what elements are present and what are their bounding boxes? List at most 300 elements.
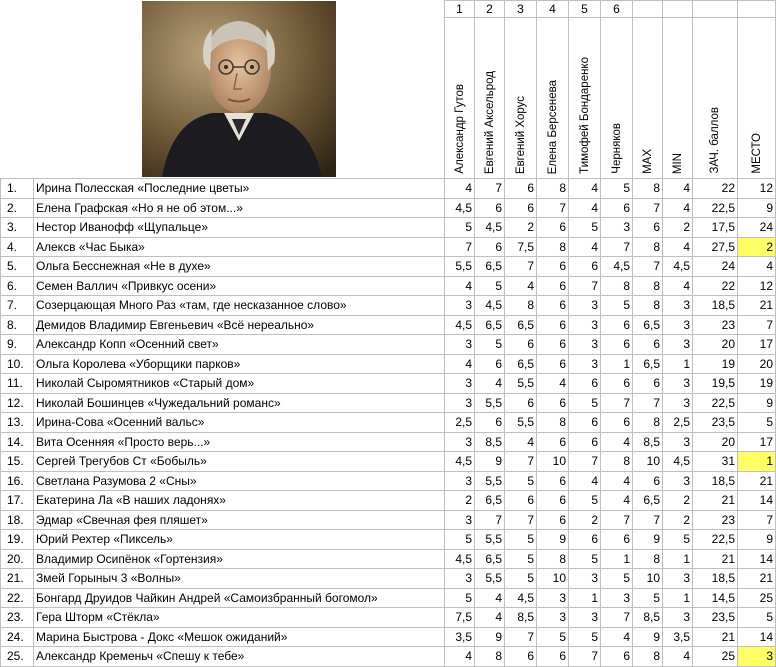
min-score: 3 <box>663 471 693 491</box>
judge-score: 6 <box>537 276 569 296</box>
min-score: 4,5 <box>663 452 693 472</box>
total-score: 31 <box>693 452 738 472</box>
table-row <box>1 647 776 667</box>
entry-title: Ольга Бесснежная «Не в духе» <box>34 257 445 277</box>
row-number: 5. <box>1 257 34 277</box>
max-score: 6,5 <box>633 315 663 335</box>
judge-score: 3 <box>601 218 633 238</box>
judge-score: 5 <box>445 588 475 608</box>
judge-score: 8 <box>537 549 569 569</box>
min-score: 2 <box>663 218 693 238</box>
judge-score: 5 <box>475 335 505 355</box>
row-number: 18. <box>1 510 34 530</box>
row-number: 9. <box>1 335 34 355</box>
row-number: 15. <box>1 452 34 472</box>
table-row <box>1 354 776 374</box>
row-number: 13. <box>1 413 34 433</box>
entry-title: Светлана Разумова 2 «Сны» <box>34 471 445 491</box>
judge-score: 4 <box>475 374 505 394</box>
judge-score: 2 <box>569 510 601 530</box>
judge-score: 4 <box>569 471 601 491</box>
judge-score: 3 <box>601 588 633 608</box>
judge-score: 3 <box>445 471 475 491</box>
judge-score: 1 <box>569 588 601 608</box>
table-row <box>1 335 776 355</box>
judge-score: 7,5 <box>505 237 537 257</box>
table-row <box>1 608 776 628</box>
judge-score: 7 <box>505 257 537 277</box>
judge-score: 7 <box>445 237 475 257</box>
row-number: 17. <box>1 491 34 511</box>
max-score: 6 <box>633 374 663 394</box>
judge-number: 6 <box>601 1 633 18</box>
judge-score: 7 <box>505 510 537 530</box>
table-row <box>1 179 776 199</box>
judge-score: 5 <box>601 179 633 199</box>
judge-score: 5 <box>445 530 475 550</box>
judge-score: 4 <box>569 198 601 218</box>
table-row <box>1 471 776 491</box>
judge-score: 5,5 <box>505 413 537 433</box>
judge-score: 3 <box>537 588 569 608</box>
judge-score: 6 <box>505 647 537 667</box>
table-row <box>1 218 776 238</box>
entry-title: Созерцающая Много Раз «там, где несказанное слово» <box>34 296 445 316</box>
total-score: 19,5 <box>693 374 738 394</box>
judge-score: 9 <box>475 452 505 472</box>
judge-score: 4,5 <box>475 218 505 238</box>
judge-score: 4 <box>505 432 537 452</box>
entry-title: Ирина Полесская «Последние цветы» <box>34 179 445 199</box>
max-score: 8 <box>633 237 663 257</box>
entry-title: Владимир Осипёнок «Гортензия» <box>34 549 445 569</box>
judge-score: 6 <box>569 432 601 452</box>
max-score: 6 <box>633 335 663 355</box>
place: 21 <box>738 296 776 316</box>
place: 24 <box>738 218 776 238</box>
column-header: Александр Гутов <box>445 18 475 179</box>
place: 2 <box>738 237 776 257</box>
judge-score: 6 <box>537 491 569 511</box>
entry-title: Змей Горыныч 3 «Волны» <box>34 569 445 589</box>
min-score: 1 <box>663 354 693 374</box>
table-row <box>1 198 776 218</box>
judge-score: 6 <box>505 179 537 199</box>
judge-score: 6,5 <box>505 315 537 335</box>
min-score: 3 <box>663 432 693 452</box>
judge-score: 7 <box>601 237 633 257</box>
judge-score: 3 <box>445 393 475 413</box>
judge-score: 4 <box>601 491 633 511</box>
judge-score: 8 <box>475 647 505 667</box>
max-score: 6 <box>633 218 663 238</box>
place: 9 <box>738 393 776 413</box>
total-score: 18,5 <box>693 569 738 589</box>
entry-title: Ирина-Сова «Осенний вальс» <box>34 413 445 433</box>
judge-score: 7 <box>569 276 601 296</box>
total-score: 22 <box>693 179 738 199</box>
row-number: 19. <box>1 530 34 550</box>
place: 5 <box>738 413 776 433</box>
judge-score: 7 <box>569 647 601 667</box>
judge-score: 6 <box>475 354 505 374</box>
table-row <box>1 627 776 647</box>
table-row <box>1 393 776 413</box>
total-score: 21 <box>693 627 738 647</box>
judge-score: 5 <box>569 393 601 413</box>
judge-score: 5,5 <box>445 257 475 277</box>
total-score: 21 <box>693 491 738 511</box>
judge-score: 6 <box>537 393 569 413</box>
judge-score: 6 <box>475 413 505 433</box>
min-score: 3,5 <box>663 627 693 647</box>
judge-score: 6,5 <box>475 257 505 277</box>
total-score: 18,5 <box>693 296 738 316</box>
judge-score: 3 <box>445 432 475 452</box>
min-score: 2 <box>663 491 693 511</box>
judge-score: 4 <box>445 276 475 296</box>
place: 20 <box>738 354 776 374</box>
judge-score: 6 <box>505 335 537 355</box>
judge-score: 8 <box>537 413 569 433</box>
entry-title: Бонгард Друидов Чайкин Андрей «Самоизбранный богомол» <box>34 588 445 608</box>
judge-score: 4 <box>445 354 475 374</box>
judge-score: 4 <box>569 179 601 199</box>
judge-score: 7 <box>475 179 505 199</box>
min-score: 4 <box>663 198 693 218</box>
judge-score: 4 <box>569 237 601 257</box>
judge-score: 6 <box>537 257 569 277</box>
judge-score: 1 <box>601 549 633 569</box>
judge-score: 5 <box>537 627 569 647</box>
total-score: 20 <box>693 432 738 452</box>
judge-score: 3 <box>445 296 475 316</box>
table-row <box>1 491 776 511</box>
max-score: 7 <box>633 510 663 530</box>
judge-number-row <box>1 1 776 18</box>
entry-title: Марина Быстрова - Докс «Мешок ожиданий» <box>34 627 445 647</box>
judge-score: 5 <box>505 471 537 491</box>
place: 4 <box>738 257 776 277</box>
row-number: 4. <box>1 237 34 257</box>
judge-score: 5 <box>505 569 537 589</box>
judge-score: 3 <box>445 374 475 394</box>
judge-score: 5 <box>505 549 537 569</box>
row-number: 24. <box>1 627 34 647</box>
total-score: 23 <box>693 315 738 335</box>
entry-title: Эдмар «Свечная фея пляшет» <box>34 510 445 530</box>
min-score: 3 <box>663 374 693 394</box>
judge-score: 8 <box>537 179 569 199</box>
total-score: 27,5 <box>693 237 738 257</box>
column-header: Тимофей Бондаренко <box>569 18 601 179</box>
entry-title: Юрий Рехтер «Пиксель» <box>34 530 445 550</box>
total-score: 22 <box>693 276 738 296</box>
total-score: 22,5 <box>693 393 738 413</box>
max-score: 8 <box>633 647 663 667</box>
total-score: 22,5 <box>693 198 738 218</box>
column-header: MIN <box>663 18 693 179</box>
judge-score: 6,5 <box>475 549 505 569</box>
place: 14 <box>738 491 776 511</box>
row-number: 16. <box>1 471 34 491</box>
row-number: 25. <box>1 647 34 667</box>
judge-score: 6 <box>601 335 633 355</box>
entry-title: Демидов Владимир Евгеньевич «Всё нереально» <box>34 315 445 335</box>
min-score: 5 <box>663 530 693 550</box>
portrait-cell <box>34 1 445 179</box>
max-score: 10 <box>633 452 663 472</box>
judge-score: 4 <box>601 432 633 452</box>
judge-score: 4,5 <box>505 588 537 608</box>
judge-score: 9 <box>537 530 569 550</box>
judge-score: 3 <box>569 296 601 316</box>
judge-score: 6 <box>537 510 569 530</box>
total-score: 17,5 <box>693 218 738 238</box>
judge-score: 3 <box>537 608 569 628</box>
judge-score: 6 <box>601 413 633 433</box>
min-score: 3 <box>663 335 693 355</box>
judge-score: 6,5 <box>475 491 505 511</box>
judge-score: 4,5 <box>601 257 633 277</box>
judge-score: 4,5 <box>445 452 475 472</box>
entry-title: Гера Шторм «Стёкла» <box>34 608 445 628</box>
table-row <box>1 432 776 452</box>
judge-score: 5,5 <box>505 374 537 394</box>
place: 7 <box>738 315 776 335</box>
max-score: 7 <box>633 198 663 218</box>
judge-score: 6 <box>505 491 537 511</box>
max-score: 8,5 <box>633 432 663 452</box>
judge-score: 3 <box>569 569 601 589</box>
total-score: 23,5 <box>693 413 738 433</box>
judge-score: 7 <box>601 510 633 530</box>
judge-score: 4 <box>601 471 633 491</box>
row-number: 23. <box>1 608 34 628</box>
entry-title: Александр Кременьч «Спешу к тебе» <box>34 647 445 667</box>
row-number: 6. <box>1 276 34 296</box>
judge-score: 7,5 <box>445 608 475 628</box>
judge-score: 4 <box>505 276 537 296</box>
entry-title: Семен Валлич «Привкус осени» <box>34 276 445 296</box>
judge-score: 6 <box>601 374 633 394</box>
max-score: 7 <box>633 257 663 277</box>
place: 17 <box>738 432 776 452</box>
judge-score: 5 <box>569 491 601 511</box>
judge-score: 6 <box>537 647 569 667</box>
max-score: 9 <box>633 530 663 550</box>
table-row <box>1 569 776 589</box>
judge-score: 3 <box>445 335 475 355</box>
column-header: Черняков <box>601 18 633 179</box>
judge-score: 7 <box>505 452 537 472</box>
judge-score: 8 <box>601 452 633 472</box>
table-row <box>1 510 776 530</box>
row-number: 14. <box>1 432 34 452</box>
judge-score: 5 <box>601 296 633 316</box>
judge-number: 3 <box>505 1 537 18</box>
max-score: 8 <box>633 413 663 433</box>
row-number: 8. <box>1 315 34 335</box>
judge-score: 6 <box>475 237 505 257</box>
min-score: 2 <box>663 510 693 530</box>
place: 21 <box>738 569 776 589</box>
judge-score: 3 <box>445 510 475 530</box>
judge-score: 6,5 <box>505 354 537 374</box>
judge-score: 3 <box>569 335 601 355</box>
max-score: 6,5 <box>633 354 663 374</box>
judge-score: 1 <box>601 354 633 374</box>
judge-score: 5 <box>475 276 505 296</box>
entry-title: Николай Сыромятников «Старый дом» <box>34 374 445 394</box>
entry-title: Елена Графская «Но я не об этом...» <box>34 198 445 218</box>
place: 7 <box>738 510 776 530</box>
min-score: 3 <box>663 393 693 413</box>
judge-score: 8 <box>537 237 569 257</box>
min-score: 3 <box>663 608 693 628</box>
max-score: 10 <box>633 569 663 589</box>
judge-score: 3 <box>569 354 601 374</box>
judge-score: 7 <box>475 510 505 530</box>
place: 21 <box>738 471 776 491</box>
max-score: 5 <box>633 588 663 608</box>
judge-score: 7 <box>601 608 633 628</box>
judge-score: 5,5 <box>475 569 505 589</box>
judge-number: 1 <box>445 1 475 18</box>
judge-score: 4,5 <box>445 549 475 569</box>
row-number: 12. <box>1 393 34 413</box>
judge-score: 4 <box>537 374 569 394</box>
judge-score: 6 <box>537 471 569 491</box>
max-score: 8 <box>633 276 663 296</box>
judge-score: 4,5 <box>445 315 475 335</box>
judge-score: 6 <box>537 432 569 452</box>
min-score: 3 <box>663 569 693 589</box>
judge-score: 4,5 <box>475 296 505 316</box>
judge-score: 9 <box>475 627 505 647</box>
place: 19 <box>738 374 776 394</box>
row-number: 7. <box>1 296 34 316</box>
judge-number: 2 <box>475 1 505 18</box>
judge-score: 6 <box>537 335 569 355</box>
judge-score: 4 <box>445 647 475 667</box>
total-score: 19 <box>693 354 738 374</box>
judge-score: 6 <box>601 647 633 667</box>
place: 9 <box>738 198 776 218</box>
total-score: 25 <box>693 647 738 667</box>
max-score: 8 <box>633 549 663 569</box>
table-row <box>1 374 776 394</box>
judge-score: 8,5 <box>475 432 505 452</box>
max-score: 8,5 <box>633 608 663 628</box>
min-score: 4 <box>663 237 693 257</box>
judge-score: 6 <box>601 198 633 218</box>
entry-title: Николай Бошинцев «Чужедальний романс» <box>34 393 445 413</box>
min-score: 4,5 <box>663 257 693 277</box>
judge-score: 2 <box>445 491 475 511</box>
judge-score: 7 <box>601 393 633 413</box>
judge-score: 6 <box>505 198 537 218</box>
judge-score: 5 <box>569 218 601 238</box>
row-number: 11. <box>1 374 34 394</box>
judge-score: 7 <box>505 627 537 647</box>
judge-score: 5 <box>569 627 601 647</box>
judge-score: 4 <box>475 608 505 628</box>
max-score: 6 <box>633 471 663 491</box>
column-header: ЗАЧ. баллов <box>693 18 738 179</box>
place: 14 <box>738 549 776 569</box>
column-header: Елена Берсенева <box>537 18 569 179</box>
portrait-image <box>142 1 336 177</box>
judge-score: 6 <box>569 374 601 394</box>
judge-score: 10 <box>537 569 569 589</box>
table-row <box>1 588 776 608</box>
row-number: 3. <box>1 218 34 238</box>
table-row <box>1 530 776 550</box>
judge-score: 7 <box>537 198 569 218</box>
table-row <box>1 257 776 277</box>
total-score: 22,5 <box>693 530 738 550</box>
min-score: 3 <box>663 296 693 316</box>
table-row <box>1 413 776 433</box>
min-score: 1 <box>663 588 693 608</box>
judge-score: 6,5 <box>475 315 505 335</box>
judge-score: 6 <box>475 198 505 218</box>
judge-score: 4 <box>475 588 505 608</box>
total-score: 24 <box>693 257 738 277</box>
judge-score: 6 <box>569 413 601 433</box>
max-score: 6,5 <box>633 491 663 511</box>
min-score: 4 <box>663 276 693 296</box>
judge-score: 3 <box>569 315 601 335</box>
place: 25 <box>738 588 776 608</box>
judge-score: 5 <box>505 530 537 550</box>
place: 5 <box>738 608 776 628</box>
column-header: МЕСТО <box>738 18 776 179</box>
judge-score: 7 <box>569 452 601 472</box>
judge-score: 3 <box>445 569 475 589</box>
max-score: 8 <box>633 296 663 316</box>
entry-title: Сергей Трегубов Ст «Бобыль» <box>34 452 445 472</box>
column-header: Евгений Аксельрод <box>475 18 505 179</box>
min-score: 1 <box>663 549 693 569</box>
judge-score: 5 <box>601 569 633 589</box>
table-row <box>1 315 776 335</box>
judge-score: 5,5 <box>475 530 505 550</box>
entry-title: Александр Копп «Осенний свет» <box>34 335 445 355</box>
total-score: 23,5 <box>693 608 738 628</box>
min-score: 2,5 <box>663 413 693 433</box>
total-score: 21 <box>693 549 738 569</box>
judge-score: 5 <box>569 549 601 569</box>
judge-score: 2 <box>505 218 537 238</box>
row-number: 22. <box>1 588 34 608</box>
total-score: 23 <box>693 510 738 530</box>
row-number: 2. <box>1 198 34 218</box>
max-score: 7 <box>633 393 663 413</box>
judge-score: 6 <box>569 530 601 550</box>
place: 17 <box>738 335 776 355</box>
row-number: 10. <box>1 354 34 374</box>
place: 9 <box>738 530 776 550</box>
place: 1 <box>738 452 776 472</box>
entry-title: Нестор Иванофф «Щупальце» <box>34 218 445 238</box>
row-number: 21. <box>1 569 34 589</box>
judge-score: 8,5 <box>505 608 537 628</box>
place: 12 <box>738 276 776 296</box>
entry-title: Ольга Королева «Уборщики парков» <box>34 354 445 374</box>
total-score: 14,5 <box>693 588 738 608</box>
